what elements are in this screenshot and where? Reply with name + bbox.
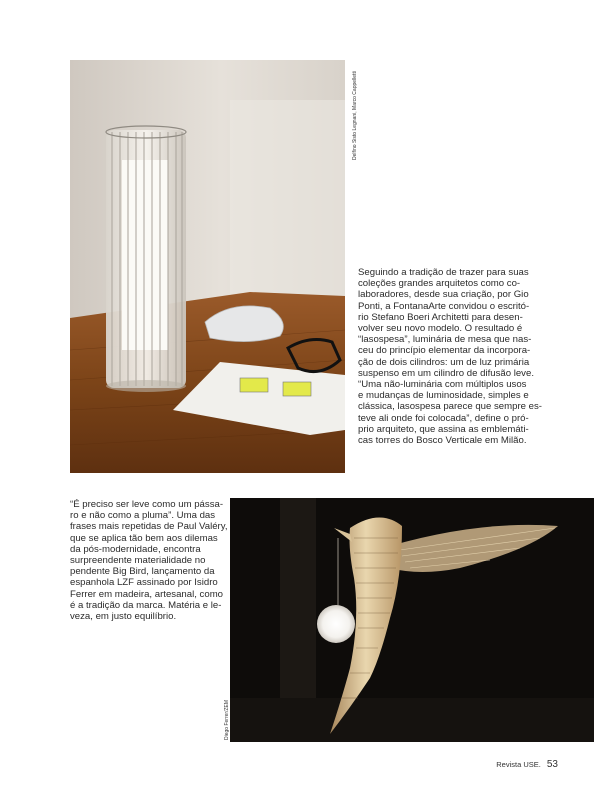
text-line: que se aplica tão bem aos dilemas — [70, 532, 218, 544]
text-line: Seguindo a tradição de trazer para suas — [358, 267, 529, 278]
text-line: “É preciso ser leve como um pássa- — [70, 499, 224, 510]
text-line: laboradores, desde sua criação, por Gio — [358, 289, 529, 301]
text-line: da pós-modernidade, encontra — [70, 543, 201, 555]
text-line: pendente Big Bird, lançamento da — [70, 566, 215, 578]
big-bird-photo-credit: Diego Ferrer/ZEM — [224, 699, 230, 740]
text-line: Ferrer em madeira, artesanal, como — [70, 588, 224, 600]
article-text-left — [70, 499, 228, 623]
magazine-name: Revista USE. — [496, 760, 541, 769]
text-line: frases mais repetidas de Paul Valéry, — [70, 521, 228, 533]
text-line: espanhola LZF assinado por Isidro — [70, 577, 218, 589]
text-line: “Uma não-luminária com múltiplos usos — [358, 379, 527, 391]
page-footer — [496, 759, 558, 770]
text-line: ro e não como a pluma”. Uma das — [70, 510, 216, 522]
text-line: “lasospesa”, luminária de mesa que nas- — [358, 334, 532, 346]
text-line: cas torres do Bosco Verticale em Milão. — [358, 435, 527, 447]
lamp-photo-credit: Delfino Sisto Legnani, Marco Cappelletti — [352, 71, 358, 160]
text-line: teve ali onde foi colocada”, define o pró- — [358, 412, 529, 424]
text-line: suspenso em um cilindro de difusão leve. — [358, 367, 534, 379]
lamp-photo — [70, 60, 345, 473]
text-line: e mudanças de luminosidade, simples e — [358, 390, 529, 402]
text-line: rio Stefano Boeri Architetti para desen- — [358, 311, 523, 323]
text-line: é a tradição da marca. Matéria e le- — [70, 599, 222, 611]
text-line: coleções grandes arquitetos como co- — [358, 278, 521, 290]
page-number: 53 — [546, 759, 558, 770]
text-line: Ponti, a FontanaArte convidou o escritó- — [358, 300, 530, 312]
text-line: surpreendente materialidade no — [70, 555, 206, 567]
article-text-right — [358, 267, 586, 446]
text-line: volver seu novo modelo. O resultado é — [358, 323, 523, 335]
text-line: veza, em justo equilíbrio. — [70, 611, 177, 623]
text-line: clássica, lasospesa parece que sempre es- — [358, 401, 542, 413]
big-bird-photo — [230, 498, 594, 742]
text-line: prio arquiteto, que assina as emblemáti- — [358, 423, 529, 435]
text-line: ção de dois cilindros: um de luz primária — [358, 356, 530, 368]
text-line: ceu do princípio elementar da incorpora- — [358, 345, 531, 357]
